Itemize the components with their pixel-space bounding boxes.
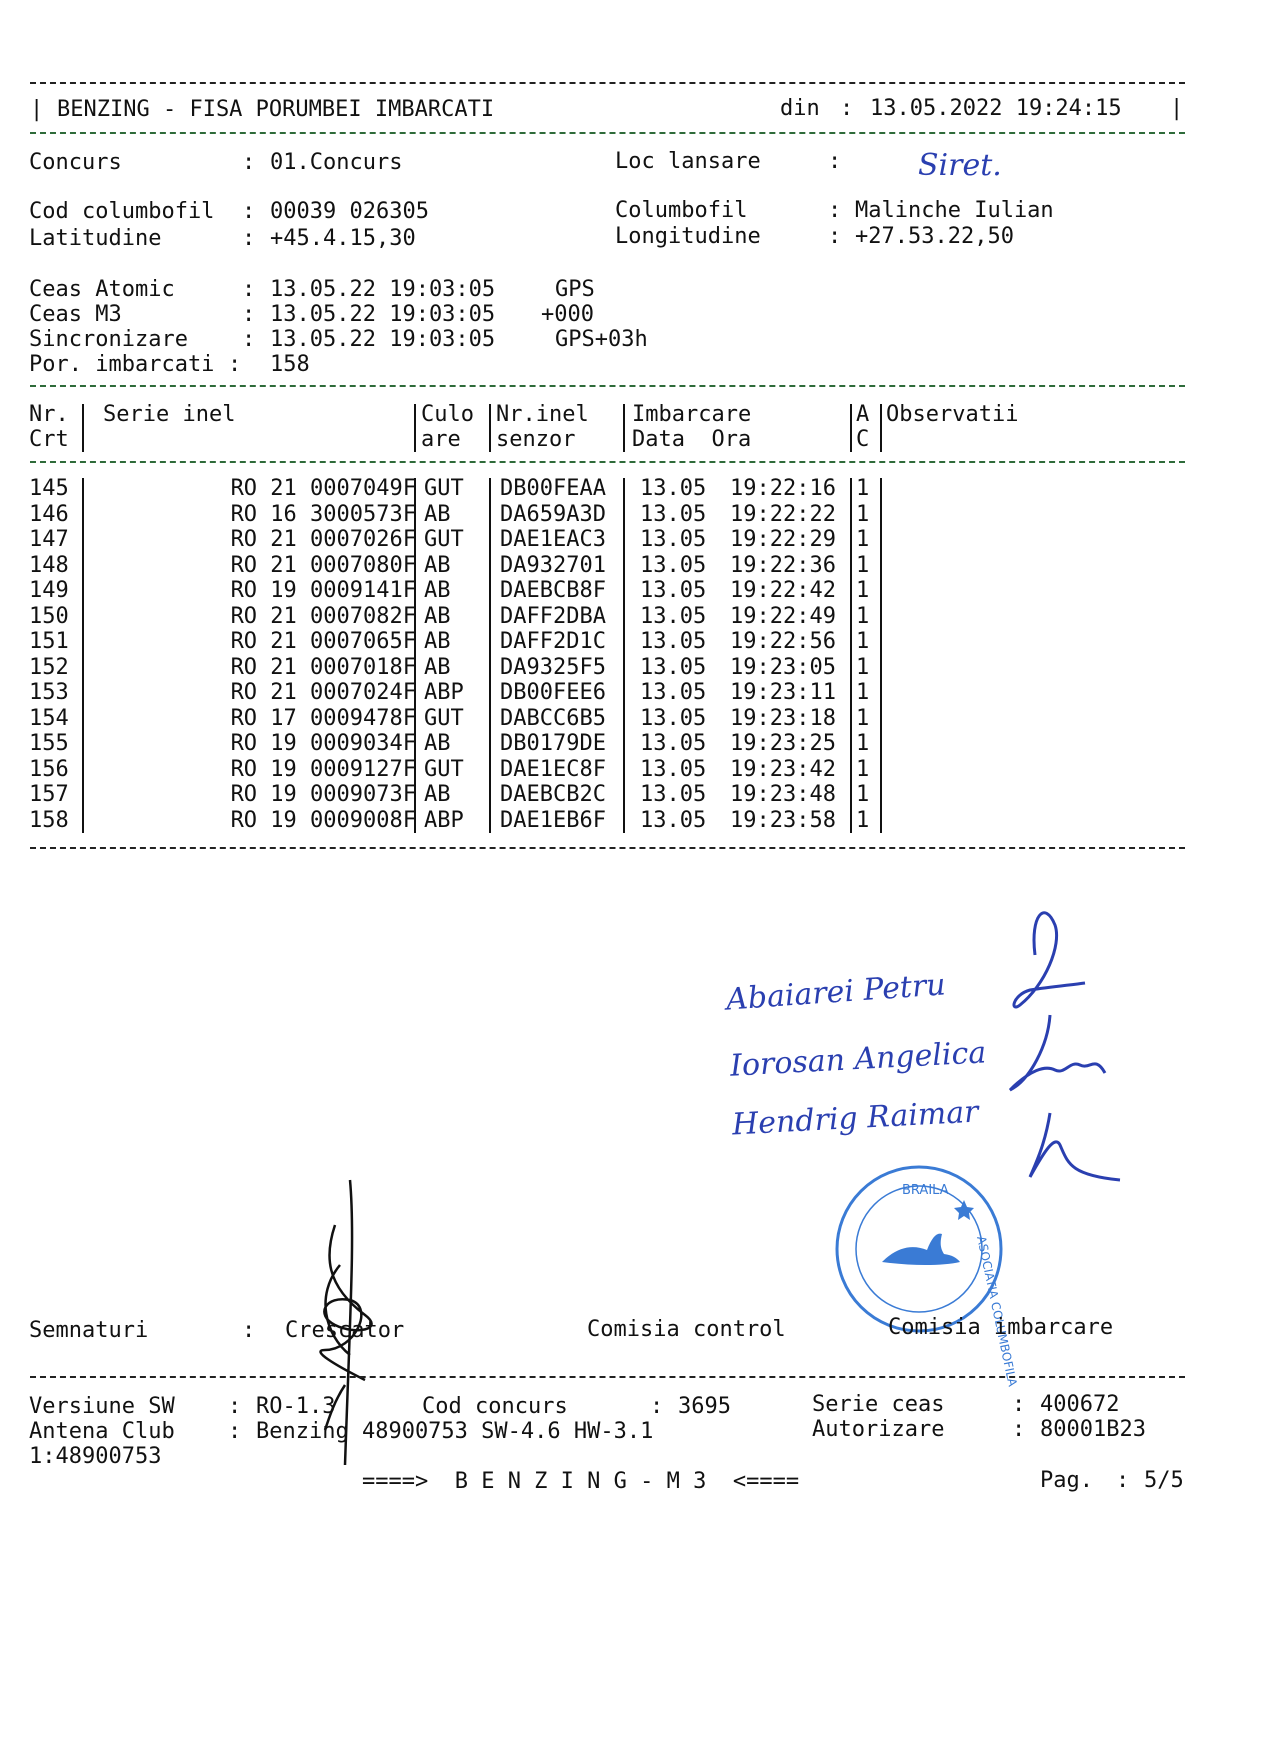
row-data: 13.05 bbox=[640, 807, 707, 833]
row-serie-inel: RO 16 3000573F bbox=[230, 501, 416, 527]
longitudine-colon: : bbox=[828, 224, 842, 249]
table-row bbox=[29, 808, 886, 834]
row-data: 13.05 bbox=[640, 603, 707, 629]
table-row bbox=[29, 731, 886, 757]
ceas-atomic-label: Ceas Atomic bbox=[29, 277, 175, 302]
serie-ceas-colon: : bbox=[1012, 1392, 1026, 1417]
antena-club-value: Benzing 48900753 SW-4.6 HW-3.1 bbox=[256, 1419, 654, 1444]
antena-club-label: Antena Club bbox=[29, 1419, 175, 1444]
row-ora: 19:23:42 bbox=[730, 756, 836, 782]
header-sep-2 bbox=[414, 404, 416, 452]
table-header-dashed-line bbox=[30, 461, 1185, 463]
row-data: 13.05 bbox=[640, 731, 707, 756]
row-culoare: ABP bbox=[424, 680, 464, 705]
page-colon: : bbox=[1116, 1468, 1130, 1493]
page-label: Pag. bbox=[1040, 1468, 1093, 1493]
columbofil-label: Columbofil bbox=[615, 198, 748, 223]
row-senzor: DA9325F5 bbox=[500, 654, 606, 680]
row-senzor: DA659A3D bbox=[500, 501, 606, 527]
comisia-imbarcare-label: Comisia imbarcare bbox=[888, 1315, 1114, 1340]
loc-lansare-colon: : bbox=[828, 149, 842, 174]
latitudine-value: +45.4.15,30 bbox=[270, 226, 416, 251]
row-nr: 152 bbox=[29, 654, 69, 680]
signature-1-icon bbox=[1014, 913, 1085, 1007]
row-data: 13.05 bbox=[640, 654, 707, 680]
row-ora: 19:23:11 bbox=[730, 680, 836, 705]
comisia-control-label: Comisia control bbox=[587, 1317, 786, 1342]
row-senzor: DB00FEE6 bbox=[500, 680, 606, 705]
header-sep-5 bbox=[850, 404, 852, 452]
table-row bbox=[29, 578, 886, 604]
row-ora: 19:22:29 bbox=[730, 527, 836, 552]
row-ac: 1 bbox=[856, 501, 870, 527]
row-data: 13.05 bbox=[640, 782, 707, 807]
row-data: 13.05 bbox=[640, 527, 707, 552]
row-serie-inel: RO 21 0007049F bbox=[230, 476, 416, 501]
stamp-text-top: BRAILA bbox=[902, 1183, 949, 1198]
row-senzor: DAFF2DBA bbox=[500, 603, 606, 629]
sincronizare-extra: GPS+03h bbox=[555, 327, 648, 352]
concurs-colon: : bbox=[242, 150, 256, 175]
row-culoare: ABP bbox=[424, 807, 464, 833]
cod-concurs-colon: : bbox=[650, 1394, 664, 1419]
row-senzor: DB0179DE bbox=[500, 731, 606, 756]
row-ac: 1 bbox=[856, 680, 870, 705]
ceas-atomic-value: 13.05.22 19:03:05 bbox=[270, 277, 496, 302]
table-row bbox=[29, 757, 886, 783]
header-sep-6 bbox=[880, 404, 882, 452]
row-ora: 19:23:18 bbox=[730, 705, 836, 731]
table-top-dashed-line bbox=[30, 385, 1185, 387]
row-senzor: DA932701 bbox=[500, 552, 606, 578]
row-ac: 1 bbox=[856, 629, 870, 654]
signature-3-icon bbox=[1030, 1113, 1120, 1180]
row-data: 13.05 bbox=[640, 680, 707, 705]
ceas-m3-colon: : bbox=[242, 302, 256, 327]
row-culoare: AB bbox=[424, 501, 451, 527]
row-ac: 1 bbox=[856, 578, 870, 603]
col-nr-header-2: Crt bbox=[29, 427, 69, 452]
row-serie-inel: RO 19 0009127F bbox=[230, 756, 416, 782]
cod-concurs-value: 3695 bbox=[678, 1394, 731, 1419]
club-id: 1:48900753 bbox=[29, 1444, 162, 1469]
row-culoare: AB bbox=[424, 654, 451, 680]
row-ora: 19:22:56 bbox=[730, 629, 836, 654]
row-senzor: DAE1EB6F bbox=[500, 807, 606, 833]
row-data: 13.05 bbox=[640, 629, 707, 654]
row-serie-inel: RO 21 0007080F bbox=[230, 552, 416, 578]
row-senzor: DAEBCB8F bbox=[500, 578, 606, 603]
sincronizare-label: Sincronizare bbox=[29, 327, 188, 352]
row-serie-inel: RO 21 0007026F bbox=[230, 527, 416, 552]
row-nr: 145 bbox=[29, 476, 69, 501]
top-dashed-line bbox=[30, 82, 1185, 84]
date-colon: : bbox=[840, 96, 854, 121]
row-data: 13.05 bbox=[640, 578, 707, 603]
col-serie-header: Serie inel bbox=[103, 402, 236, 427]
row-senzor: DABCC6B5 bbox=[500, 705, 606, 731]
pigeon-table bbox=[29, 476, 886, 833]
row-ac: 1 bbox=[856, 807, 870, 833]
row-serie-inel: RO 21 0007065F bbox=[230, 629, 416, 654]
row-ac: 1 bbox=[856, 782, 870, 807]
star-icon bbox=[954, 1200, 974, 1220]
row-data: 13.05 bbox=[640, 476, 707, 501]
row-culoare: AB bbox=[424, 782, 451, 807]
sincronizare-colon: : bbox=[242, 327, 256, 352]
ceas-m3-extra: +000 bbox=[541, 302, 594, 327]
row-nr: 155 bbox=[29, 731, 69, 756]
row-nr: 151 bbox=[29, 629, 69, 654]
date-label: din bbox=[780, 96, 820, 121]
row-ora: 19:23:25 bbox=[730, 731, 836, 756]
ceas-atomic-extra: GPS bbox=[555, 277, 595, 302]
row-nr: 150 bbox=[29, 603, 69, 629]
semnaturi-colon: : bbox=[242, 1318, 256, 1343]
concurs-label: Concurs bbox=[29, 150, 122, 175]
row-ora: 19:23:48 bbox=[730, 782, 836, 807]
row-serie-inel: RO 21 0007082F bbox=[230, 603, 416, 629]
col-imbarcare-header-1: Imbarcare bbox=[632, 402, 752, 427]
footer-dashed-line bbox=[30, 1376, 1185, 1378]
pigeon-table-body bbox=[29, 476, 886, 833]
table-bottom-dashed-line bbox=[30, 847, 1185, 849]
row-nr: 156 bbox=[29, 756, 69, 782]
row-culoare: AB bbox=[424, 603, 451, 629]
row-nr: 154 bbox=[29, 705, 69, 731]
row-culoare: AB bbox=[424, 552, 451, 578]
table-row bbox=[29, 680, 886, 706]
longitudine-value: +27.53.22,50 bbox=[855, 224, 1014, 249]
row-culoare: GUT bbox=[424, 527, 464, 552]
footer-banner: ====> B E N Z I N G - M 3 <==== bbox=[362, 1469, 800, 1494]
row-culoare: GUT bbox=[424, 756, 464, 782]
row-ac: 1 bbox=[856, 731, 870, 756]
table-row bbox=[29, 553, 886, 579]
row-nr: 153 bbox=[29, 680, 69, 705]
table-row bbox=[29, 502, 886, 528]
autorizare-colon: : bbox=[1012, 1417, 1026, 1442]
loc-lansare-label: Loc lansare bbox=[615, 149, 761, 174]
row-ora: 19:22:36 bbox=[730, 552, 836, 578]
ceas-m3-value: 13.05.22 19:03:05 bbox=[270, 302, 496, 327]
concurs-value: 01.Concurs bbox=[270, 150, 403, 175]
col-senzor-header-1: Nr.inel bbox=[496, 402, 589, 427]
row-serie-inel: RO 19 0009141F bbox=[230, 578, 416, 603]
row-ora: 19:22:49 bbox=[730, 603, 836, 629]
row-culoare: AB bbox=[424, 731, 451, 756]
crescator-label: Crescator bbox=[285, 1318, 405, 1343]
col-observatii-header: Observatii bbox=[886, 402, 1019, 427]
versiune-label: Versiune SW bbox=[29, 1394, 175, 1419]
row-culoare: AB bbox=[424, 578, 451, 603]
serie-ceas-label: Serie ceas bbox=[812, 1392, 945, 1417]
row-serie-inel: RO 19 0009073F bbox=[230, 782, 416, 807]
row-data: 13.05 bbox=[640, 756, 707, 782]
col-ac-header-2: C bbox=[856, 427, 870, 452]
columbofil-value: Malinche Iulian bbox=[855, 198, 1054, 223]
serie-ceas-value: 400672 bbox=[1040, 1392, 1120, 1417]
col-senzor-header-2: senzor bbox=[496, 427, 576, 452]
row-serie-inel: RO 21 0007024F bbox=[230, 680, 416, 705]
row-nr: 149 bbox=[29, 578, 69, 603]
row-senzor: DAE1EAC3 bbox=[500, 527, 606, 552]
semnaturi-label: Semnaturi bbox=[29, 1318, 149, 1343]
versiune-colon: : bbox=[228, 1394, 242, 1419]
cod-columbofil-label: Cod columbofil bbox=[29, 199, 215, 224]
table-row bbox=[29, 527, 886, 553]
header-dashed-line bbox=[30, 132, 1185, 134]
row-culoare: GUT bbox=[424, 705, 464, 731]
stamp-text-right: ASOCIATIA COLUMBOFILA bbox=[974, 1234, 1020, 1388]
antena-club-colon: : bbox=[228, 1419, 242, 1444]
col-ac-header-1: A bbox=[856, 402, 870, 427]
col-culoare-header-1: Culo bbox=[421, 402, 474, 427]
row-senzor: DAEBCB2C bbox=[500, 782, 606, 807]
row-nr: 146 bbox=[29, 501, 69, 527]
row-ora: 19:23:05 bbox=[730, 654, 836, 680]
row-ac: 1 bbox=[856, 654, 870, 680]
page-value: 5/5 bbox=[1144, 1468, 1184, 1493]
header-sep-1 bbox=[82, 404, 84, 452]
handwritten-name-1: Abaiarei Petru bbox=[725, 967, 947, 1018]
document-title: BENZING - FISA PORUMBEI IMBARCATI bbox=[57, 97, 495, 122]
row-nr: 157 bbox=[29, 782, 69, 807]
latitudine-colon: : bbox=[242, 226, 256, 251]
row-serie-inel: RO 19 0009008F bbox=[230, 807, 416, 833]
porumbei-imbarcati-colon: : bbox=[228, 352, 242, 377]
longitudine-label: Longitudine bbox=[615, 224, 761, 249]
cod-columbofil-value: 00039 026305 bbox=[270, 199, 429, 224]
row-ac: 1 bbox=[856, 527, 870, 552]
sincronizare-value: 13.05.22 19:03:05 bbox=[270, 327, 496, 352]
row-ora: 19:22:42 bbox=[730, 578, 836, 603]
latitudine-label: Latitudine bbox=[29, 226, 162, 251]
ceas-m3-label: Ceas M3 bbox=[29, 302, 122, 327]
table-row bbox=[29, 604, 886, 630]
row-ac: 1 bbox=[856, 552, 870, 578]
handwritten-name-2: Iorosan Angelica bbox=[729, 1035, 988, 1084]
row-ora: 19:22:22 bbox=[730, 501, 836, 527]
row-senzor: DAFF2D1C bbox=[500, 629, 606, 654]
header-sep-4 bbox=[623, 404, 625, 452]
row-data: 13.05 bbox=[640, 552, 707, 578]
row-nr: 158 bbox=[29, 807, 69, 833]
table-row bbox=[29, 629, 886, 655]
row-ac: 1 bbox=[856, 705, 870, 731]
date-value: 13.05.2022 19:24:15 bbox=[870, 96, 1122, 121]
header-left-bar: | bbox=[30, 97, 44, 122]
header-right-bar: | bbox=[1170, 96, 1184, 121]
row-senzor: DB00FEAA bbox=[500, 476, 606, 501]
row-nr: 148 bbox=[29, 552, 69, 578]
autorizare-value: 80001B23 bbox=[1040, 1417, 1146, 1442]
row-ora: 19:22:16 bbox=[730, 476, 836, 501]
columbofil-colon: : bbox=[828, 198, 842, 223]
autorizare-label: Autorizare bbox=[812, 1417, 945, 1442]
row-senzor: DAE1EC8F bbox=[500, 756, 606, 782]
row-serie-inel: RO 17 0009478F bbox=[230, 705, 416, 731]
porumbei-imbarcati-label: Por. imbarcati bbox=[29, 352, 215, 377]
table-row bbox=[29, 476, 886, 502]
row-data: 13.05 bbox=[640, 501, 707, 527]
row-culoare: AB bbox=[424, 629, 451, 654]
table-row bbox=[29, 782, 886, 808]
row-ac: 1 bbox=[856, 603, 870, 629]
row-data: 13.05 bbox=[640, 705, 707, 731]
pigeon-icon bbox=[882, 1234, 960, 1265]
ceas-atomic-colon: : bbox=[242, 277, 256, 302]
row-culoare: GUT bbox=[424, 476, 464, 501]
table-row bbox=[29, 655, 886, 681]
cod-concurs-label: Cod concurs bbox=[422, 1394, 568, 1419]
col-nr-header-1: Nr. bbox=[29, 402, 69, 427]
row-nr: 147 bbox=[29, 527, 69, 552]
loc-lansare-handwritten: Siret. bbox=[918, 148, 1002, 183]
cod-columbofil-colon: : bbox=[242, 199, 256, 224]
porumbei-imbarcati-value: 158 bbox=[270, 352, 310, 377]
col-culoare-header-2: are bbox=[421, 427, 461, 452]
col-imbarcare-header-2: Data Ora bbox=[632, 427, 752, 452]
commission-signatures bbox=[990, 895, 1130, 1195]
row-ac: 1 bbox=[856, 476, 870, 501]
versiune-value: RO-1.3 bbox=[256, 1394, 336, 1419]
handwritten-name-3: Hendrig Raimar bbox=[731, 1094, 980, 1143]
row-serie-inel: RO 21 0007018F bbox=[230, 654, 416, 680]
signature-2-icon bbox=[1010, 1015, 1105, 1090]
row-ora: 19:23:58 bbox=[730, 807, 836, 833]
row-ac: 1 bbox=[856, 756, 870, 782]
header-sep-3 bbox=[489, 404, 491, 452]
table-row bbox=[29, 706, 886, 732]
row-serie-inel: RO 19 0009034F bbox=[230, 731, 416, 756]
